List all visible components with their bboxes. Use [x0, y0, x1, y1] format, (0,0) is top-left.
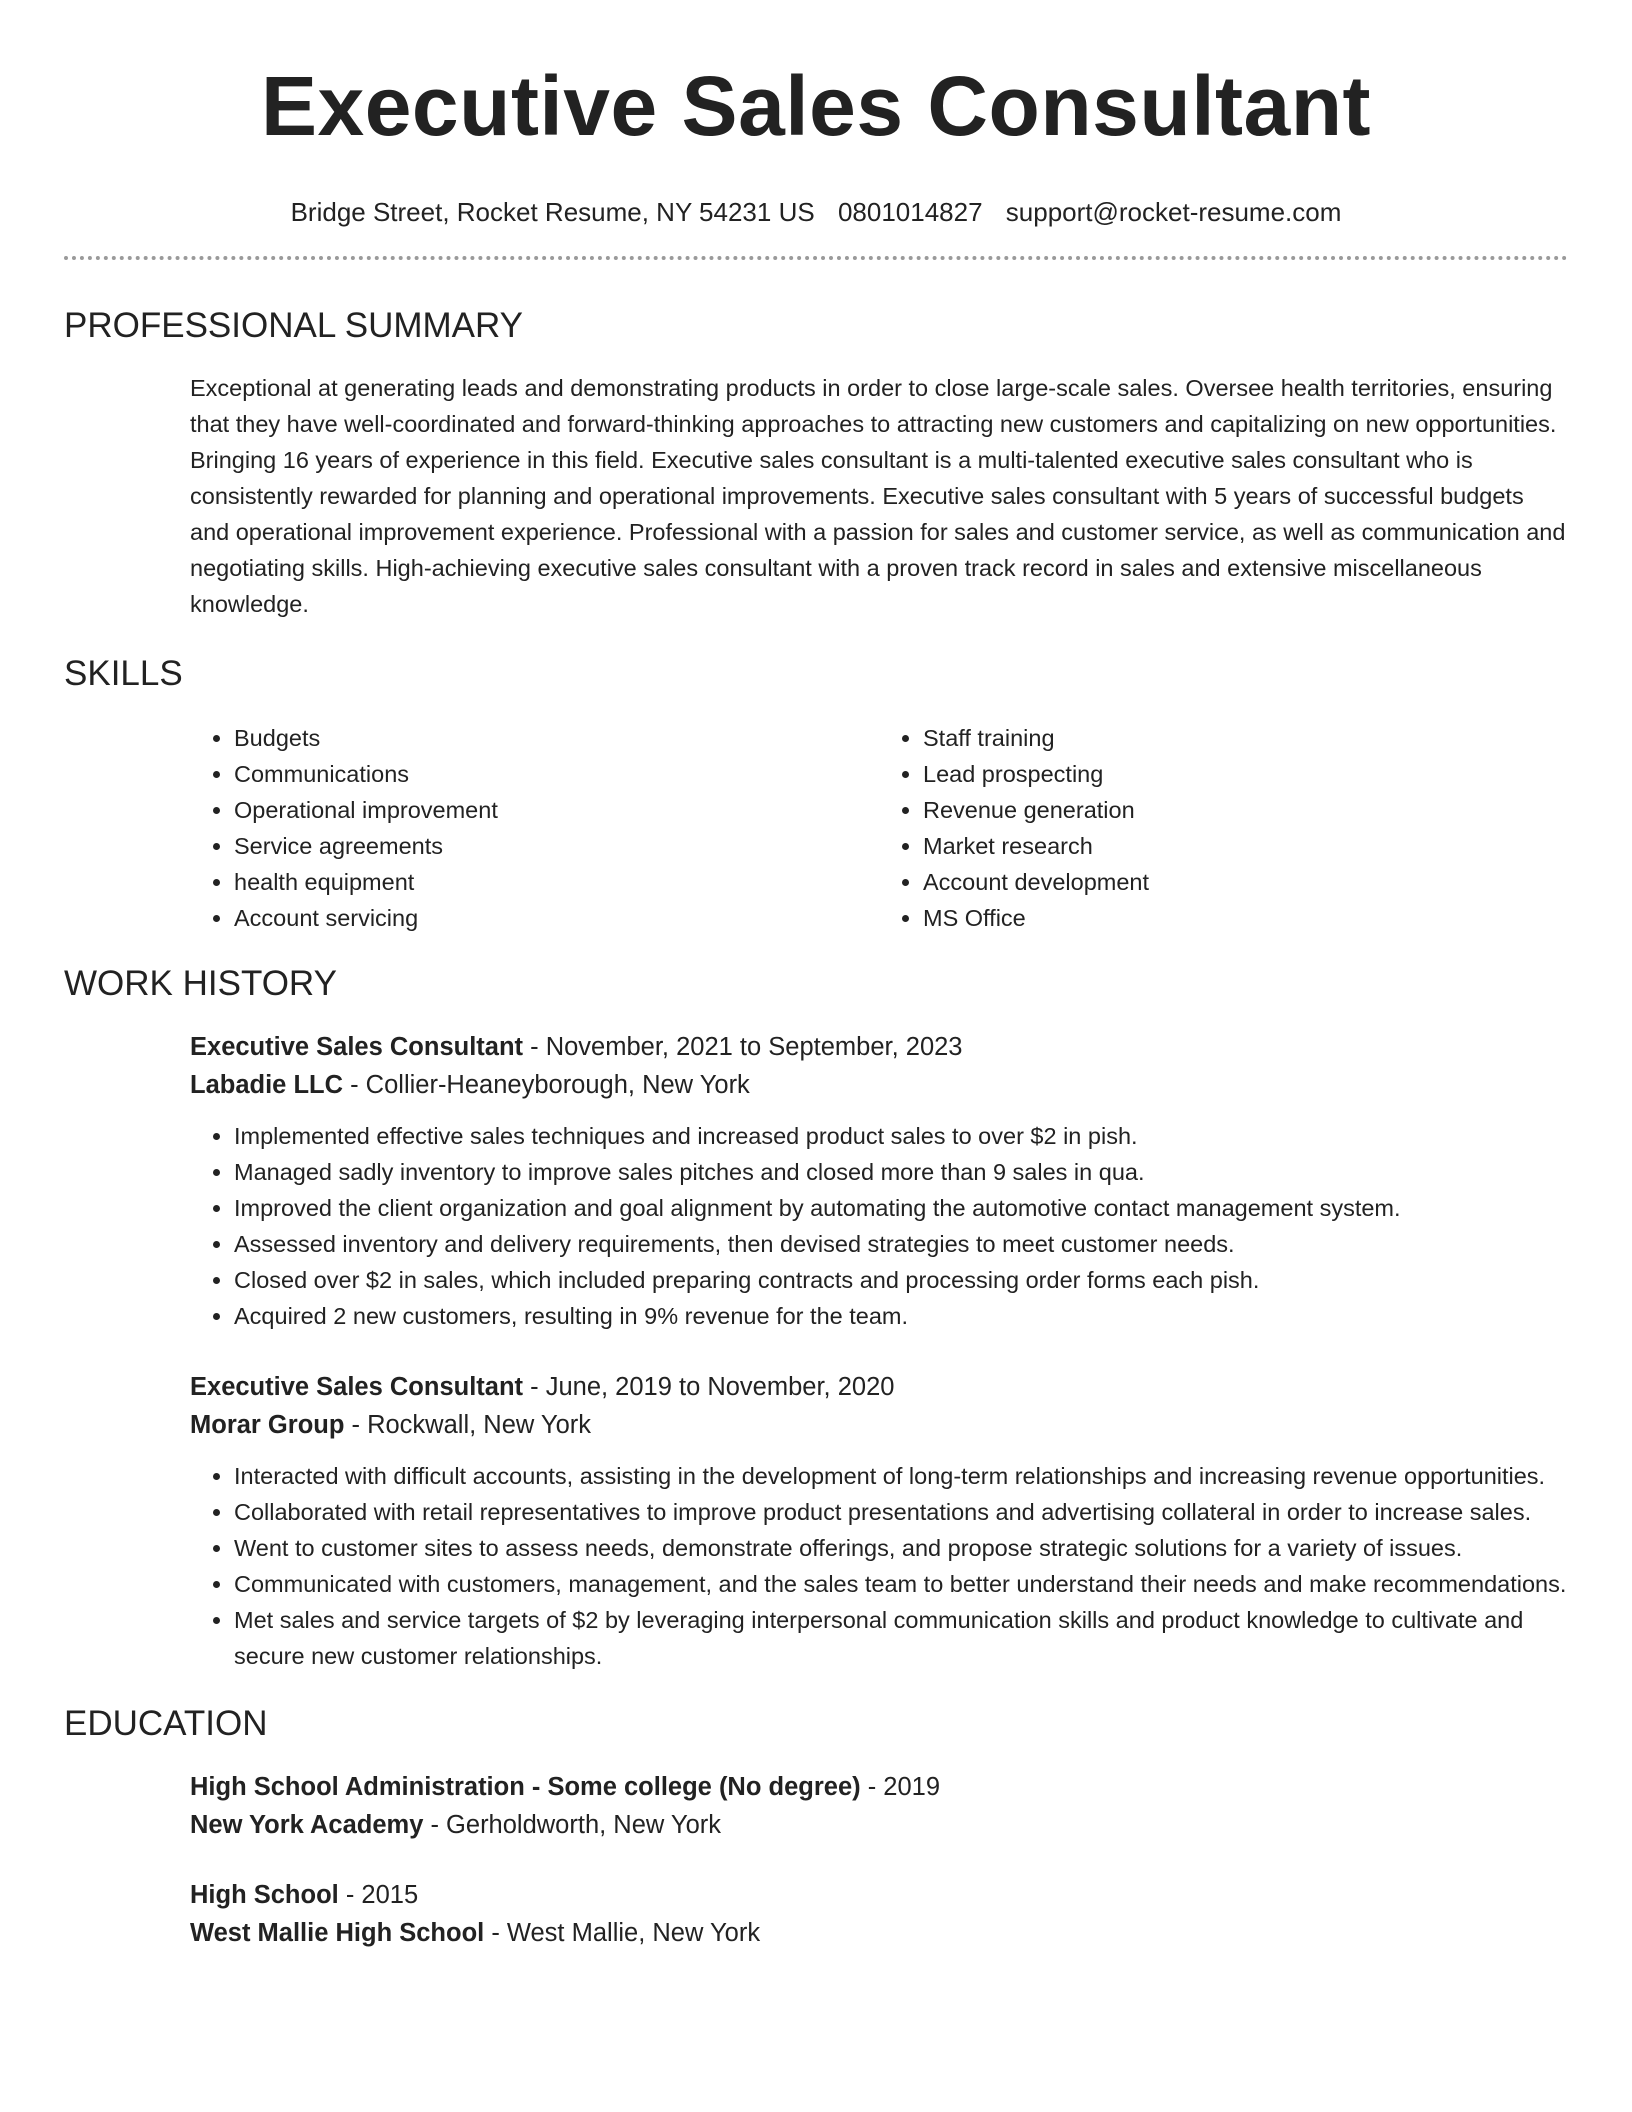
job-company: Labadie LLC: [190, 1071, 344, 1099]
job-bullet: • Acquired 2 new customers, resulting in 9% revenue for the team.: [234, 1298, 1568, 1334]
education-location: - Gerholdworth, New York: [423, 1811, 722, 1839]
skills-column-left: [190, 720, 879, 936]
job-location: - Rockwall, New York: [344, 1411, 592, 1439]
skills-heading: SKILLS: [64, 654, 183, 693]
job-bullet: • Communicated with customers, management, and the sales team to better understand their needs and make recommendations.: [234, 1566, 1568, 1602]
skills-grid: [190, 720, 1568, 936]
job-bullet: • Interacted with difficult accounts, assisting in the development of long-term relationships and increasing revenue opportunities.: [234, 1458, 1568, 1494]
education-school: New York Academy: [190, 1811, 424, 1839]
candidate-name: Executive Sales Consultant: [260, 59, 1372, 153]
summary-heading: PROFESSIONAL SUMMARY: [64, 306, 523, 345]
education-degree: High School Administration - Some college (No degree): [190, 1773, 861, 1801]
skill-item: • Revenue generation: [923, 792, 1568, 828]
education-school-line: [190, 1806, 1568, 1844]
job-company: Morar Group: [190, 1411, 345, 1439]
skill-item: • Operational improvement: [234, 792, 879, 828]
contact-email: support@rocket-resume.com: [1005, 197, 1342, 227]
skill-item: • health equipment: [234, 864, 879, 900]
job-dates: - June, 2019 to November, 2020: [523, 1373, 895, 1401]
job-bullet: • Collaborated with retail representatives to improve product presentations and advertising collateral in order to increase sales.: [234, 1494, 1568, 1530]
job-role: Executive Sales Consultant: [190, 1033, 524, 1061]
job-entry: [190, 1028, 1568, 1334]
job-bullets: [190, 1118, 1568, 1334]
education-year: - 2015: [338, 1881, 419, 1909]
job-bullet: • Went to customer sites to assess needs, demonstrate offerings, and propose strategic solutions for a variety of issues.: [234, 1530, 1568, 1566]
education-school-line: [190, 1914, 1568, 1952]
job-company-line: [190, 1066, 1568, 1104]
education-school: West Mallie High School: [190, 1919, 485, 1947]
job-bullet: • Improved the client organization and goal alignment by automating the automotive contact management system.: [234, 1190, 1568, 1226]
skill-item: • MS Office: [923, 900, 1568, 936]
job-bullet: • Met sales and service targets of $2 by leveraging interpersonal communication skills and product knowledge to cultivate and secure new customer relationships.: [234, 1602, 1568, 1674]
contact-line: [64, 196, 1568, 228]
skill-item: • Communications: [234, 756, 879, 792]
skill-item: • Account development: [923, 864, 1568, 900]
job-entry: [190, 1368, 1568, 1674]
skill-item: • Lead prospecting: [923, 756, 1568, 792]
skill-item: • Staff training: [923, 720, 1568, 756]
skill-item: • Budgets: [234, 720, 879, 756]
header-divider: [64, 256, 1568, 260]
skill-item: • Account servicing: [234, 900, 879, 936]
job-location: - Collier-Heaneyborough, New York: [343, 1071, 750, 1099]
education-entry: [190, 1876, 1568, 1952]
job-bullet: • Closed over $2 in sales, which included preparing contracts and processing order forms each pish.: [234, 1262, 1568, 1298]
job-bullets: [190, 1458, 1568, 1674]
job-bullet: • Implemented effective sales techniques and increased product sales to over $2 in pish.: [234, 1118, 1568, 1154]
contact-address: Bridge Street, Rocket Resume, NY 54231 US: [290, 197, 815, 227]
job-bullet: • Managed sadly inventory to improve sales pitches and closed more than 9 sales in qua.: [234, 1154, 1568, 1190]
education-heading: EDUCATION: [64, 1704, 268, 1743]
education-year: - 2019: [860, 1773, 941, 1801]
contact-phone: 0801014827: [837, 197, 983, 227]
job-title-line: [190, 1028, 1568, 1066]
job-company-line: [190, 1406, 1568, 1444]
education-location: - West Mallie, New York: [484, 1919, 761, 1947]
education-degree-line: [190, 1876, 1568, 1914]
summary-text: Exceptional at generating leads and demonstrating products in order to close large-scale sales. Oversee health territories, ensuring that they have well-coordinated and forward-thinking approaches to attracting new customers and capitalizing on new opportunities. Bringing 16 years of experience in this field. Executive sales consultant is a multi-talented executive sales consultant who is consistently rewarded for planning and operational improvements. Executive sales consultant with 5 years of successful budgets and operational improvement experience. Professional with a passion for sales and customer service, as well as communication and negotiating skills. High-achieving executive sales consultant with a proven track record in sales and extensive miscellaneous knowledge.: [190, 375, 1566, 617]
work-history-heading: WORK HISTORY: [64, 964, 337, 1003]
job-role: Executive Sales Consultant: [190, 1373, 524, 1401]
education-degree: High School: [190, 1881, 339, 1909]
education-degree-line: [190, 1768, 1568, 1806]
job-title-line: [190, 1368, 1568, 1406]
job-dates: - November, 2021 to September, 2023: [523, 1033, 963, 1061]
skill-item: • Market research: [923, 828, 1568, 864]
education-entry: [190, 1768, 1568, 1844]
skill-item: • Service agreements: [234, 828, 879, 864]
job-bullet: • Assessed inventory and delivery requirements, then devised strategies to meet customer needs.: [234, 1226, 1568, 1262]
skills-column-right: [879, 720, 1568, 936]
